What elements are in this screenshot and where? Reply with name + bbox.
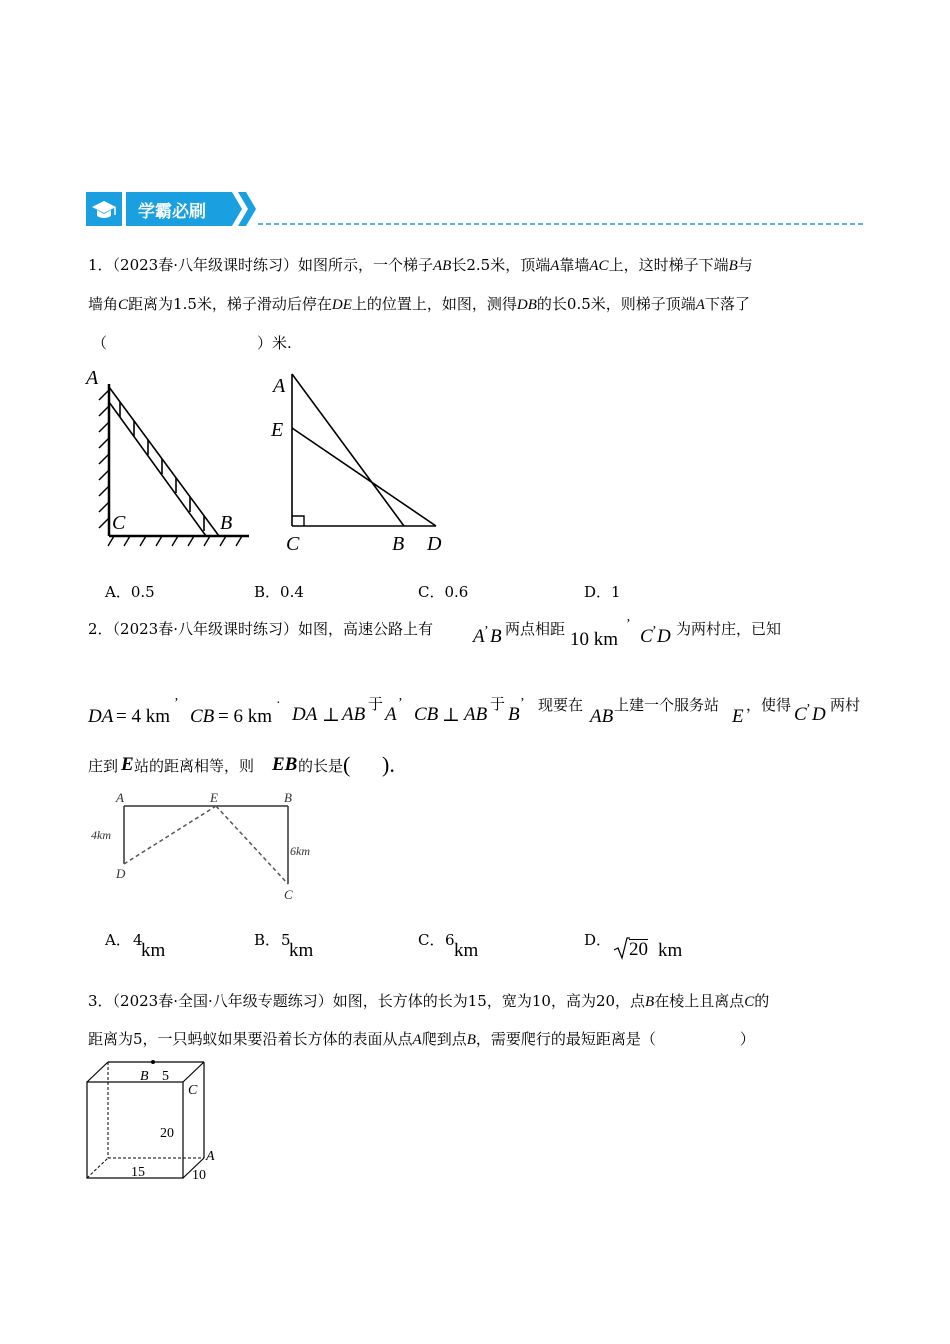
point-b [151, 1060, 155, 1064]
q2-var-b: B [490, 626, 502, 647]
q1-text: 的长0.5米，则梯子顶端 [536, 295, 696, 313]
option-unit: km [658, 940, 683, 961]
q1f1-label-b: B [220, 512, 233, 534]
q2-sep: ’ [174, 696, 179, 711]
segment-ab [292, 374, 404, 526]
option-value: 0.6 [444, 583, 469, 601]
q2-var-eb: EB [272, 754, 298, 775]
q2f-label-d: D [116, 866, 126, 881]
q2-sep: ’ [626, 617, 631, 632]
q1-text: 距离为1.5米，梯子滑动后停在 [128, 295, 332, 313]
q2-sep: ’ [806, 702, 811, 717]
option-value: 1 [611, 583, 621, 601]
q3-number: 3． [88, 992, 113, 1010]
option-value: 6 [445, 931, 455, 949]
banner-title: 学霸必刷 [138, 202, 206, 222]
q2f-label-4km: 4km [91, 828, 111, 842]
q1-line-1 [88, 255, 753, 276]
q2-text: 于 [490, 695, 506, 713]
q2-option-c[interactable] [418, 930, 538, 964]
option-label: C． [418, 583, 445, 601]
wall-hatch [99, 390, 109, 528]
option-value: 20 [629, 939, 648, 960]
q1-text: 长2.5米，顶端 [451, 256, 551, 274]
q2-option-d[interactable] [584, 930, 714, 964]
q3-figure-cuboid [84, 1060, 234, 1190]
option-label: B． [254, 931, 281, 949]
option-label: A． [105, 931, 131, 949]
ladder [109, 387, 219, 536]
q1-source: （2023春·八年级课时练习） [112, 256, 298, 274]
q3-text: 距离为5，一只蚂蚁如果要沿着长方体的表面从点 [88, 1030, 413, 1048]
q1-var-a: A [550, 258, 560, 274]
q2f-label-a: A [116, 790, 124, 805]
q2-text: 为两村庄，已知 [676, 620, 782, 638]
q1-option-b[interactable] [254, 582, 304, 602]
option-unit: km [454, 940, 479, 961]
option-value: 5 [281, 931, 291, 949]
q2-var-a: A [473, 626, 485, 647]
q2-var-a: A [385, 704, 397, 725]
q3f-label-a: A [206, 1149, 215, 1164]
q3-text: 在棱上且离点 [654, 992, 745, 1010]
q3-text: ） [739, 1030, 755, 1048]
q1-var-a: A [695, 297, 705, 313]
option-label: C． [418, 931, 445, 949]
q1-var-ab: AB [433, 258, 452, 274]
ground-hatch [108, 536, 242, 546]
q2-figure [88, 788, 328, 908]
option-label: A． [105, 583, 131, 601]
q1-text: 下落了 [704, 295, 750, 313]
q1-option-d[interactable] [584, 582, 621, 602]
q1-text: 与 [737, 256, 753, 274]
q3-var-c: C [744, 994, 755, 1010]
q1-answer-paren-close: ）米. [257, 334, 292, 352]
q1f1-label-a: A [86, 367, 99, 389]
q2-number: 2． [88, 620, 113, 638]
q1-var-db: DB [516, 297, 537, 313]
q2-var-ab: AB [342, 704, 366, 725]
q2-text: 的长是 [298, 757, 344, 775]
q3-var-a: A [412, 1032, 422, 1048]
q2-sep: · [276, 696, 281, 711]
q3-text: 如图，长方体的长为15，宽为10，高为20，点 [332, 992, 646, 1010]
q3f-label-10: 10 [192, 1168, 206, 1183]
q1-var-ac: AC [589, 258, 609, 274]
q3f-label-15: 15 [131, 1165, 145, 1180]
segment-ec [216, 806, 288, 884]
q2-text: ，使得 [746, 696, 792, 714]
q2f-label-6km: 6km [290, 844, 310, 858]
q3f-label-b: B [140, 1069, 149, 1084]
option-value: 0.4 [280, 583, 304, 601]
q2-text: 上建一个服务站 [614, 696, 720, 714]
q1-text: 上的位置上，如图，测得 [351, 295, 517, 313]
q1-option-a[interactable] [105, 582, 155, 602]
q2-var-d: D [812, 704, 826, 725]
q1f2-label-a: A [273, 375, 286, 397]
option-value: 0.5 [130, 583, 155, 601]
q1-text: 靠墙 [559, 256, 590, 274]
q2-eq-da: = 4 km [116, 706, 170, 727]
q1-figure-triangle [268, 368, 458, 558]
q2-eq-cb: = 6 km [218, 706, 272, 727]
q1-text: 上，这时梯子下端 [608, 256, 729, 274]
option-label: D． [584, 931, 612, 949]
option-unit: km [289, 940, 314, 961]
q1-text: 墙角 [88, 295, 119, 313]
q2-text: 两村 [830, 696, 861, 714]
segment-de [124, 806, 216, 864]
q1-var-b: B [728, 258, 738, 274]
q2-var-da: DA [292, 704, 318, 725]
q2-source: （2023春·八年级课时练习） [112, 620, 298, 638]
q2-sep: ’ [398, 696, 403, 711]
q1f2-label-e: E [271, 419, 284, 441]
sqrt-icon [612, 936, 630, 962]
q1f2-label-d: D [427, 533, 442, 555]
q2-option-a[interactable] [105, 930, 225, 964]
q1-line-3 [92, 333, 292, 353]
q3-line-1 [88, 991, 769, 1012]
q1-answer-paren-open: （ [92, 334, 108, 352]
q3-var-b: B [645, 994, 655, 1010]
q2-text: 于 [368, 695, 384, 713]
q1f1-label-c: C [112, 512, 126, 534]
q2-var-cb: CB [190, 706, 215, 727]
q1-var-de: DE [331, 297, 352, 313]
q2-perp: ⊥ [442, 705, 460, 726]
q2-answer-paren-close: ). [382, 752, 395, 777]
q2-text: 站的距离相等，则 [134, 757, 255, 775]
q1f2-label-b: B [392, 533, 405, 555]
q2-var-b: B [508, 704, 520, 725]
q2-sep: ’ [520, 696, 525, 711]
q1-figure-ladder [84, 362, 260, 552]
q2-text: 庄到 [88, 757, 119, 775]
q2-text: 如图，高速公路上有 [298, 620, 434, 638]
q1f2-label-c: C [286, 533, 300, 555]
q2-answer-blank[interactable] [352, 756, 382, 776]
q2-distance: 10 km [570, 629, 619, 650]
q1-var-c: C [118, 297, 129, 313]
q2-perp: ⊥ [322, 705, 340, 726]
option-label: D． [584, 583, 612, 601]
right-angle-mark [292, 516, 304, 526]
q2-var-ab: AB [590, 706, 614, 727]
q2f-label-c: C [284, 887, 293, 902]
q3f-label-20: 20 [160, 1126, 174, 1141]
q2-option-b[interactable] [254, 930, 374, 964]
q3-text: 的 [754, 992, 770, 1010]
option-label: B． [254, 583, 281, 601]
q2-var-cb: CB [414, 704, 439, 725]
q3f-label-c: C [188, 1083, 198, 1098]
q2-answer-paren-open: ( [343, 752, 351, 777]
option-unit: km [141, 940, 166, 961]
q2f-label-e: E [210, 790, 218, 805]
q2-var-d: D [657, 626, 671, 647]
q2-intro [88, 619, 433, 639]
q2-var-c: C [794, 704, 807, 725]
q1-number: 1． [88, 256, 113, 274]
option-value: 4 [133, 931, 143, 949]
q1-text: 如图所示，一个梯子 [298, 256, 434, 274]
q2-text: 两点相距 [505, 620, 566, 638]
q2-sep: ’ [484, 624, 489, 639]
q1-line-2 [88, 294, 750, 315]
q3-text: ，需要爬行的最短距离是（ [475, 1030, 656, 1048]
q3-source: （2023春·全国·八年级专题练习） [112, 992, 333, 1010]
q2-var-ab: AB [464, 704, 488, 725]
segment-ed [292, 428, 436, 526]
q3-line-2 [88, 1029, 755, 1050]
q1-option-c[interactable] [418, 582, 468, 602]
q2-sep: ’ [652, 624, 657, 639]
q3-text: 爬到点 [421, 1030, 467, 1048]
q2-var-e: E [732, 706, 744, 727]
q2-var-c: C [640, 626, 653, 647]
q2f-label-b: B [284, 790, 292, 805]
q2-var-e: E [121, 754, 134, 775]
q2-var-da: DA [88, 706, 114, 727]
q2-text: 现要在 [538, 696, 584, 714]
q3-var-b: B [466, 1032, 476, 1048]
q3f-label-5: 5 [162, 1069, 169, 1084]
